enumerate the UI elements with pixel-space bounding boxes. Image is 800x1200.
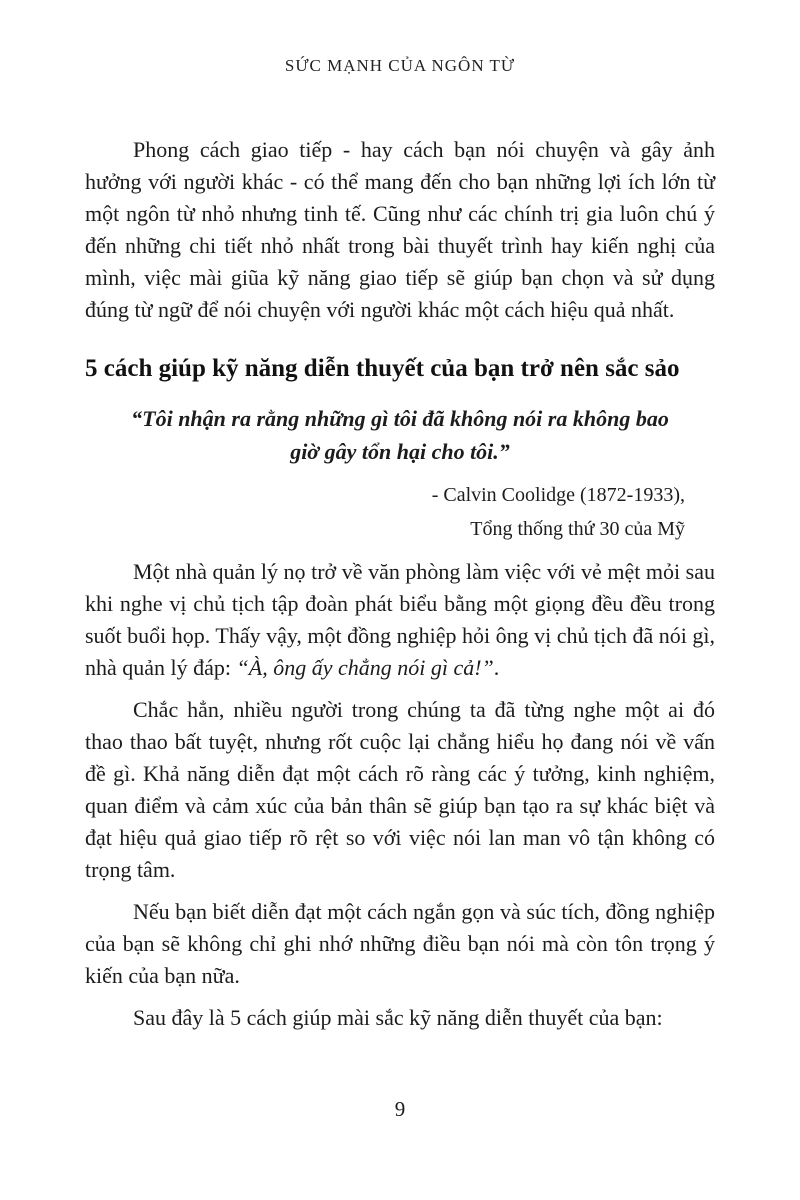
quote-attribution: [85, 478, 715, 546]
running-head: SỨC MẠNH CỦA NGÔN TỪ: [284, 56, 516, 75]
paragraph-anecdote-period: .: [493, 655, 500, 680]
paragraph-explanation: Chắc hẳn, nhiều người trong chúng ta đã từng nghe một ai đó thao thao bất tuyệt, nhưng rốt cuộc lại chẳng hiểu họ đang nói về vấn đề gì. Khả năng diễn đạt một cách rõ ràng các ý tưởng, kinh nghiệm, quan điểm và cảm xúc của bản thân sẽ giúp bạn tạo ra sự khác biệt và đạt hiệu quả giao tiếp rõ rệt so với việc nói lan man vô tận không có trọng tâm.: [85, 697, 715, 882]
paragraph-anecdote: [85, 556, 715, 684]
paragraph-anecdote-text: Một nhà quản lý nọ trở về văn phòng làm việc với vẻ mệt mỏi sau khi nghe vị chủ tịch tập đoàn phát biểu bằng một giọng đều đều trong suốt buổi họp. Thấy vậy, một đồng nghiệp hỏi ông vị chủ tịch đã nói gì, nhà quản lý đáp:: [85, 559, 715, 680]
page-number: 9: [394, 1097, 406, 1121]
paragraph-benefit: Nếu bạn biết diễn đạt một cách ngắn gọn và súc tích, đồng nghiệp của bạn sẽ không chỉ ghi nhớ những điều bạn nói mà còn tôn trọng ý kiến của bạn nữa.: [85, 899, 715, 988]
paragraph-intro: Phong cách giao tiếp - hay cách bạn nói chuyện và gây ảnh hưởng với người khác - có thể mang đến cho bạn những lợi ích lớn từ một ngôn từ nhỏ nhưng tinh tế. Cũng như các chính trị gia luôn chú ý đến những chi tiết nhỏ nhất trong bài thuyết trình hay kiến nghị của mình, việc mài giũa kỹ năng giao tiếp sẽ giúp bạn chọn và sử dụng đúng từ ngữ để nói chuyện với người khác một cách hiệu quả nhất.: [85, 137, 715, 322]
attribution-title: Tổng thống thứ 30 của Mỹ: [470, 518, 685, 540]
paragraph-lead-in: Sau đây là 5 cách giúp mài sắc kỹ năng diễn thuyết của bạn:: [133, 1005, 663, 1030]
section-heading: 5 cách giúp kỹ năng diễn thuyết của bạn trở nên sắc sảo: [85, 355, 680, 382]
attribution-author: - Calvin Coolidge (1872-1933),: [431, 484, 685, 506]
paragraph-anecdote-quote: “À, ông ấy chẳng nói gì cả!”: [236, 655, 494, 680]
epigraph-quote: “Tôi nhận ra rằng những gì tôi đã không nói ra không bao giờ gây tổn hại cho tôi.”: [131, 406, 669, 464]
